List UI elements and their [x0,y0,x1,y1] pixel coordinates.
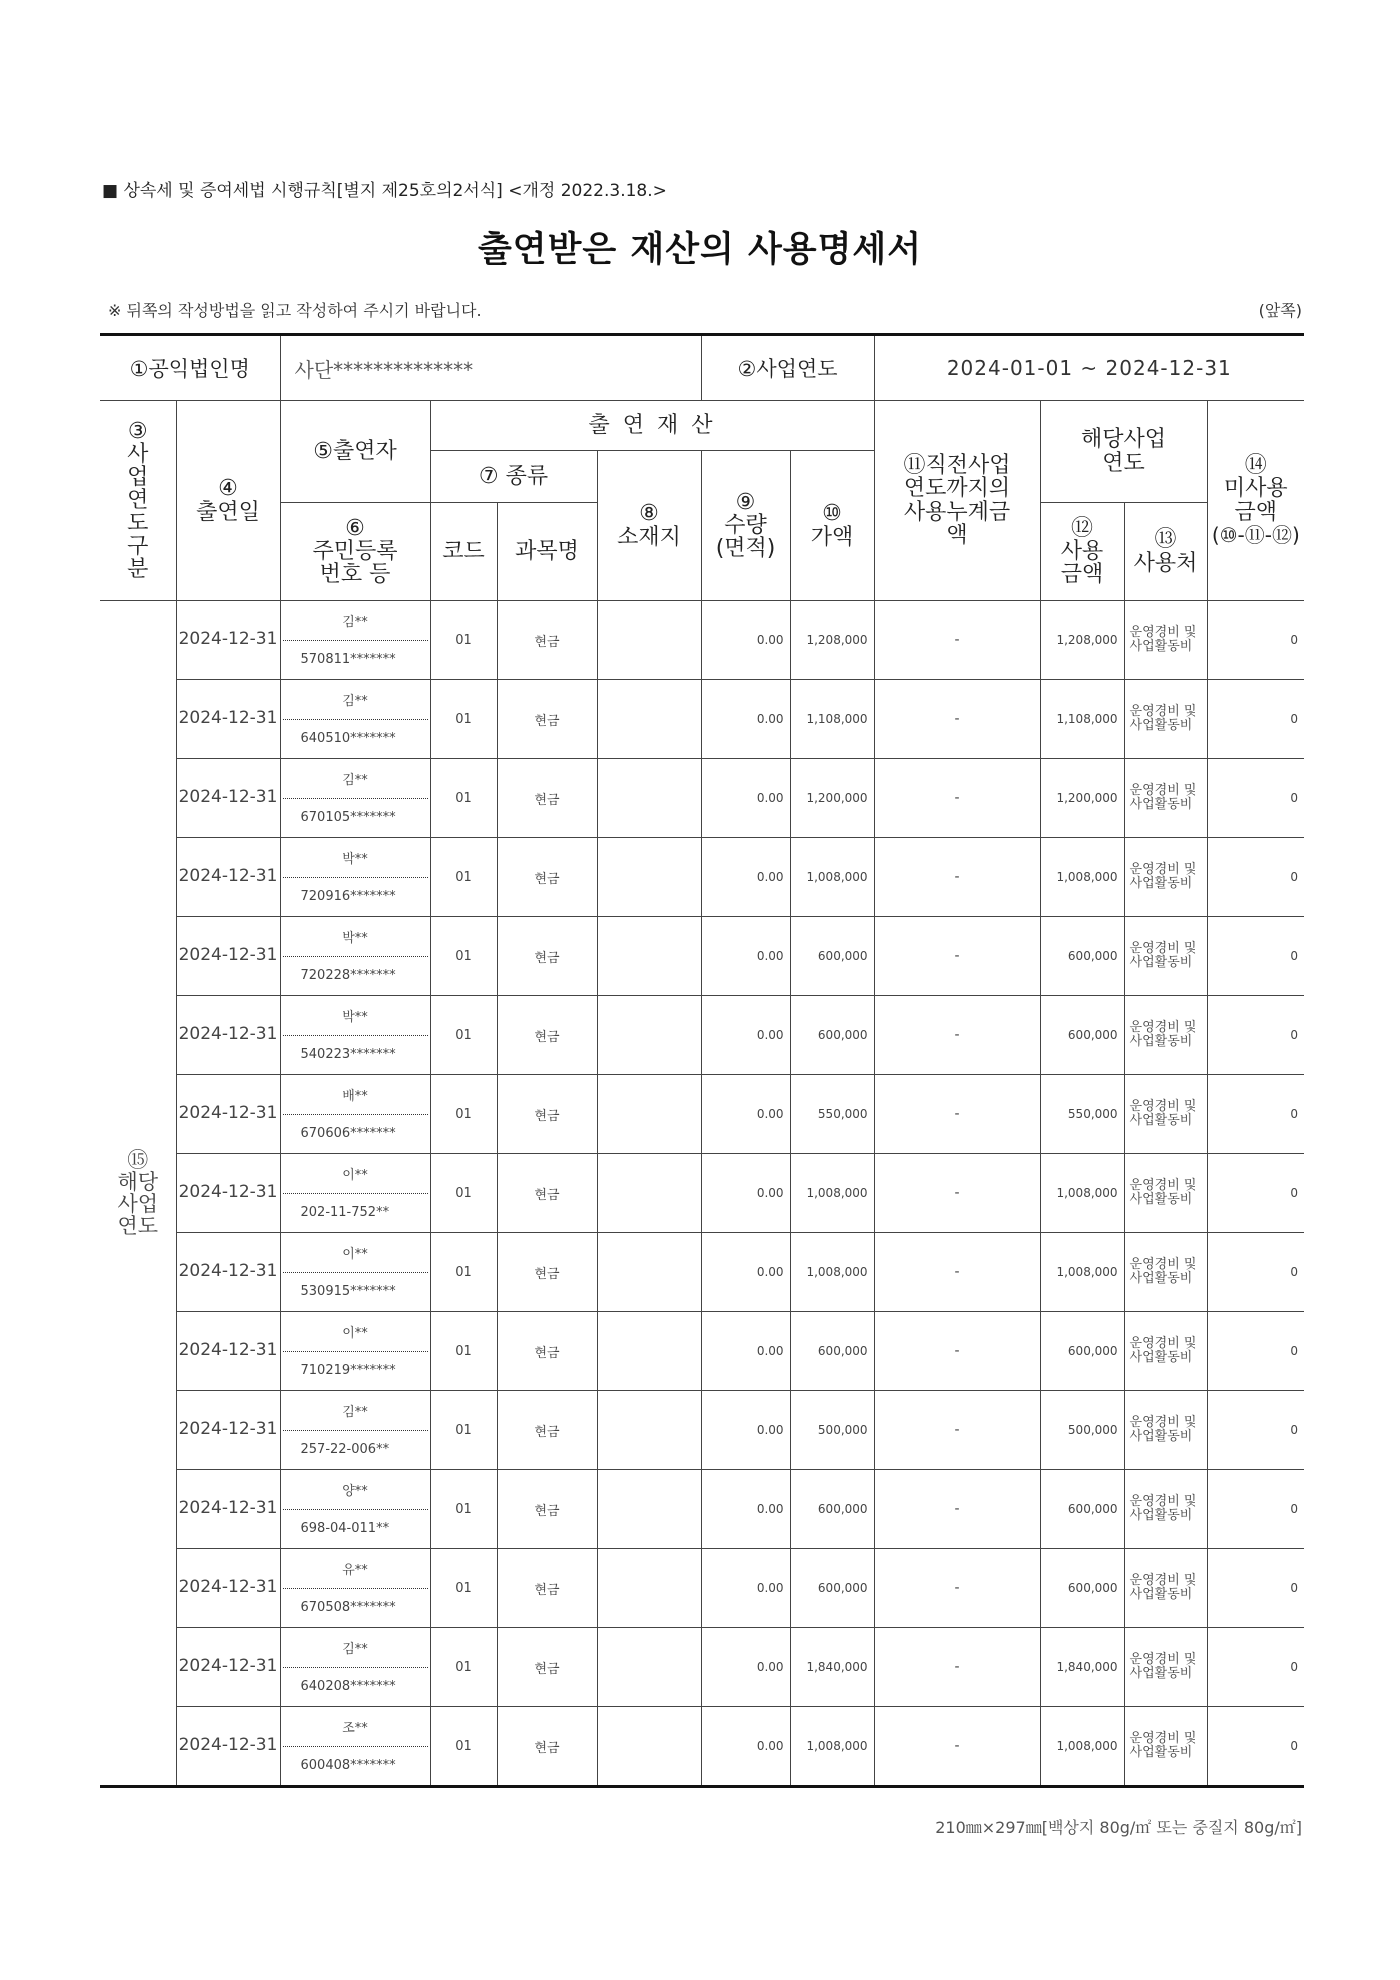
asset-code: 01 [430,917,497,996]
donor-id-number: 720916******* [300,889,396,905]
header-usage-place [1124,503,1207,601]
used-amount: 600,000 [1040,996,1124,1075]
unused-amount: 0 [1207,1233,1304,1312]
unused-amount: 0 [1207,1549,1304,1628]
asset-quantity: 0.00 [701,917,790,996]
asset-value: 600,000 [790,1312,874,1391]
asset-location [597,996,701,1075]
table-row [100,917,1304,996]
header-c9-text: 수량(면적) [715,512,776,562]
prior-cumulative-amount: - [874,1707,1040,1787]
asset-code: 01 [430,680,497,759]
header-c12-num: ⑫ [1071,515,1094,541]
asset-account: 현금 [497,917,597,996]
donor-block [281,1075,430,1153]
used-amount: 1,008,000 [1040,1233,1124,1312]
donation-date: 2024-12-31 [176,680,280,759]
donor-cell [280,996,430,1075]
asset-value: 1,008,000 [790,838,874,917]
usage-place: 운영경비 및 사업활동비 [1124,838,1207,917]
donor-id-number: 202-11-752** [300,1205,390,1221]
used-amount: 550,000 [1040,1075,1124,1154]
unused-amount: 0 [1207,680,1304,759]
prior-cumulative-amount: - [874,996,1040,1075]
unused-amount: 0 [1207,1470,1304,1549]
asset-location [597,917,701,996]
table-row [100,838,1304,917]
usage-place: 운영경비 및 사업활동비 [1124,759,1207,838]
donor-name: 이** [283,1154,428,1194]
header-c14-text: 미사용금액 [1223,476,1288,525]
donor-name: 이** [283,1233,428,1273]
table-row [100,1391,1304,1470]
donor-name: 김** [283,1628,428,1668]
donor-block [281,601,430,679]
asset-value: 1,108,000 [790,680,874,759]
asset-account: 현금 [497,759,597,838]
donor-id-number: 710219******* [300,1363,396,1379]
header-c13-text: 사용처 [1133,550,1198,576]
donation-date: 2024-12-31 [176,1549,280,1628]
donor-cell [280,1233,430,1312]
usage-place: 운영경비 및 사업활동비 [1124,1549,1207,1628]
asset-account: 현금 [497,1154,597,1233]
usage-place: 운영경비 및 사업활동비 [1124,1154,1207,1233]
donation-date: 2024-12-31 [176,1391,280,1470]
asset-quantity: 0.00 [701,1470,790,1549]
header-c13-num: ⑬ [1154,527,1177,553]
header-c6-num: ⑥ [345,515,365,541]
donation-usage-table [100,333,1304,1788]
asset-account: 현금 [497,1391,597,1470]
asset-value: 600,000 [790,917,874,996]
asset-quantity: 0.00 [701,1233,790,1312]
donor-cell [280,1549,430,1628]
donor-id-number: 530915******* [300,1284,396,1300]
table-row [100,1470,1304,1549]
donor-block [281,1470,430,1548]
donation-date: 2024-12-31 [176,601,280,680]
asset-location [597,1312,701,1391]
asset-quantity: 0.00 [701,1154,790,1233]
table-row [100,680,1304,759]
unused-amount: 0 [1207,1154,1304,1233]
header-donation-date [176,401,280,601]
header-c10-text: 가액 [810,524,854,550]
asset-location [597,680,701,759]
asset-location [597,838,701,917]
header-c14-formula: (⑩-⑪-⑫) [1211,522,1300,547]
unused-amount: 0 [1207,838,1304,917]
header-asset-group: 출 연 재 산 [430,401,874,451]
asset-value: 600,000 [790,1549,874,1628]
asset-account: 현금 [497,601,597,680]
donor-id-number: 600408******* [300,1758,396,1774]
header-unused-amount [1207,401,1304,601]
asset-account: 현금 [497,1470,597,1549]
donation-date: 2024-12-31 [176,1233,280,1312]
donor-block [281,680,430,758]
used-amount: 1,008,000 [1040,1154,1124,1233]
prior-cumulative-amount: - [874,917,1040,996]
donor-cell [280,1391,430,1470]
table-row [100,1628,1304,1707]
unused-amount: 0 [1207,759,1304,838]
donor-block [281,917,430,995]
donor-block [281,759,430,837]
asset-quantity: 0.00 [701,1075,790,1154]
donor-cell [280,1628,430,1707]
asset-account: 현금 [497,1075,597,1154]
asset-account: 현금 [497,1549,597,1628]
header-c4-text: 출연일 [196,499,260,525]
usage-place: 운영경비 및 사업활동비 [1124,601,1207,680]
business-year-label: ②사업연도 [701,335,874,401]
asset-account: 현금 [497,996,597,1075]
donor-block [281,838,430,916]
donor-name: 유** [283,1549,428,1589]
donation-date: 2024-12-31 [176,838,280,917]
prior-cumulative-amount: - [874,1233,1040,1312]
header-c6-text: 주민등록번호 등 [312,538,398,588]
asset-code: 01 [430,1233,497,1312]
donor-id-number: 670508******* [300,1600,396,1616]
donor-block [281,1312,430,1390]
used-amount: 1,108,000 [1040,680,1124,759]
donor-id-number: 670105******* [300,810,396,826]
prior-cumulative-amount: - [874,1312,1040,1391]
asset-value: 1,008,000 [790,1707,874,1787]
donor-block [281,1154,430,1232]
corp-name-label: ①공익법인명 [100,335,280,401]
donation-date: 2024-12-31 [176,1470,280,1549]
header-prior-cumulative [874,401,1040,601]
asset-code: 01 [430,601,497,680]
asset-quantity: 0.00 [701,1707,790,1787]
business-year-value: 2024-01-01 ~ 2024-12-31 [874,335,1304,401]
unused-amount: 0 [1207,1075,1304,1154]
unused-amount: 0 [1207,1391,1304,1470]
header-location [597,451,701,601]
donor-name: 이** [283,1312,428,1352]
table-row [100,1233,1304,1312]
donation-date: 2024-12-31 [176,1707,280,1787]
asset-value: 1,008,000 [790,1233,874,1312]
unused-amount: 0 [1207,917,1304,996]
asset-code: 01 [430,1707,497,1787]
header-current-year [1040,401,1207,503]
donor-block [281,1549,430,1627]
asset-value: 1,840,000 [790,1628,874,1707]
used-amount: 600,000 [1040,1470,1124,1549]
asset-quantity: 0.00 [701,1391,790,1470]
prior-cumulative-amount: - [874,1391,1040,1470]
asset-quantity: 0.00 [701,1628,790,1707]
header-donor: ⑤출연자 [280,401,430,503]
header-current-year-text: 해당사업연도 [1081,427,1167,476]
header-c10-num: ⑩ [822,501,842,527]
asset-quantity: 0.00 [701,838,790,917]
header-c3-num: ③ [127,418,148,444]
page-side-label: (앞쪽) [1258,301,1302,320]
asset-quantity: 0.00 [701,1312,790,1391]
header-c3-text: 사업연도구분 [127,441,149,583]
usage-place: 운영경비 및 사업활동비 [1124,680,1207,759]
header-business-year-type [100,401,176,601]
asset-code: 01 [430,1470,497,1549]
header-c4-num: ④ [218,476,238,502]
donation-date: 2024-12-31 [176,996,280,1075]
prior-cumulative-amount: - [874,1628,1040,1707]
asset-value: 1,200,000 [790,759,874,838]
asset-code: 01 [430,1312,497,1391]
asset-quantity: 0.00 [701,996,790,1075]
prior-cumulative-amount: - [874,601,1040,680]
header-c9-num: ⑨ [735,489,756,515]
asset-location [597,1075,701,1154]
used-amount: 1,008,000 [1040,1707,1124,1787]
used-amount: 1,840,000 [1040,1628,1124,1707]
donor-block [281,1707,430,1785]
donor-cell [280,917,430,996]
asset-account: 현금 [497,1312,597,1391]
used-amount: 1,208,000 [1040,601,1124,680]
donor-cell [280,601,430,680]
donor-block [281,1628,430,1706]
donor-id-number: 698-04-011** [300,1521,390,1537]
header-c11-text: ⑪직전사업연도까지의사용누계금액 [903,453,1011,548]
asset-account: 현금 [497,1707,597,1787]
prior-cumulative-amount: - [874,838,1040,917]
table-row [100,1549,1304,1628]
table-row [100,1154,1304,1233]
usage-place: 운영경비 및 사업활동비 [1124,917,1207,996]
asset-code: 01 [430,996,497,1075]
asset-account: 현금 [497,1628,597,1707]
donor-name: 양** [283,1470,428,1510]
donation-date: 2024-12-31 [176,1628,280,1707]
asset-value: 500,000 [790,1391,874,1470]
donor-id-number: 540223******* [300,1047,396,1063]
header-c8-text: 소재지 [617,524,681,550]
donor-id-number: 570811******* [300,652,396,668]
donor-cell [280,1154,430,1233]
usage-place: 운영경비 및 사업활동비 [1124,996,1207,1075]
header-asset-type: ⑦ 종류 [430,451,597,503]
usage-place: 운영경비 및 사업활동비 [1124,1075,1207,1154]
usage-place: 운영경비 및 사업활동비 [1124,1312,1207,1391]
asset-location [597,1233,701,1312]
asset-code: 01 [430,1391,497,1470]
donor-id-number: 640208******* [300,1679,396,1695]
asset-code: 01 [430,838,497,917]
donation-date: 2024-12-31 [176,1312,280,1391]
asset-code: 01 [430,1549,497,1628]
asset-location [597,1549,701,1628]
asset-location [597,1628,701,1707]
asset-quantity: 0.00 [701,1549,790,1628]
usage-place: 운영경비 및 사업활동비 [1124,1233,1207,1312]
asset-account: 현금 [497,838,597,917]
table-row [100,1312,1304,1391]
donation-date: 2024-12-31 [176,759,280,838]
asset-account: 현금 [497,1233,597,1312]
asset-code: 01 [430,759,497,838]
header-account: 과목명 [497,503,597,601]
asset-quantity: 0.00 [701,759,790,838]
asset-code: 01 [430,1075,497,1154]
section-text: 해당사업연도 [117,1169,159,1239]
asset-value: 600,000 [790,996,874,1075]
instruction-note: ※ 뒤쪽의 작성방법을 읽고 작성하여 주시기 바랍니다. [108,301,482,320]
donation-date: 2024-12-31 [176,917,280,996]
donor-cell [280,1075,430,1154]
usage-place: 운영경비 및 사업활동비 [1124,1391,1207,1470]
header-value [790,451,874,601]
donor-block [281,1233,430,1311]
donor-id-number: 257-22-006** [300,1442,390,1458]
asset-value: 1,208,000 [790,601,874,680]
header-c12-text: 사용금액 [1060,538,1104,588]
asset-value: 550,000 [790,1075,874,1154]
header-row-1 [100,401,1304,451]
donor-name: 김** [283,601,428,641]
donor-cell [280,759,430,838]
table-row [100,759,1304,838]
donor-id-number: 670606******* [300,1126,396,1142]
used-amount: 1,200,000 [1040,759,1124,838]
donor-name: 박** [283,917,428,957]
header-code: 코드 [430,503,497,601]
used-amount: 1,008,000 [1040,838,1124,917]
asset-account: 현금 [497,680,597,759]
donor-cell [280,1707,430,1787]
donor-name: 조** [283,1707,428,1747]
unused-amount: 0 [1207,1312,1304,1391]
unused-amount: 0 [1207,1707,1304,1787]
unused-amount: 0 [1207,996,1304,1075]
asset-code: 01 [430,1154,497,1233]
prior-cumulative-amount: - [874,680,1040,759]
prior-cumulative-amount: - [874,1549,1040,1628]
donor-cell [280,680,430,759]
table-row [100,1075,1304,1154]
asset-value: 1,008,000 [790,1154,874,1233]
header-c8-num: ⑧ [639,501,659,527]
used-amount: 500,000 [1040,1391,1124,1470]
corp-name-value: 사단************** [280,335,701,401]
prior-cumulative-amount: - [874,1075,1040,1154]
asset-location [597,1391,701,1470]
donor-id-number: 720228******* [300,968,396,984]
donor-name: 김** [283,759,428,799]
donor-name: 박** [283,838,428,878]
donor-name: 김** [283,1391,428,1431]
used-amount: 600,000 [1040,1312,1124,1391]
unused-amount: 0 [1207,601,1304,680]
asset-location [597,759,701,838]
asset-location [597,601,701,680]
unused-amount: 0 [1207,1628,1304,1707]
usage-place: 운영경비 및 사업활동비 [1124,1470,1207,1549]
asset-location [597,1470,701,1549]
prior-cumulative-amount: - [874,1470,1040,1549]
donor-name: 박** [283,996,428,1036]
header-c14-num: ⑭ [1244,453,1267,479]
info-row [100,335,1304,401]
donor-id-number: 640510******* [300,731,396,747]
donation-date: 2024-12-31 [176,1154,280,1233]
paper-spec: 210㎜×297㎜[백상지 80g/㎡ 또는 중질지 80g/㎡] [935,1818,1302,1837]
asset-quantity: 0.00 [701,680,790,759]
document-title: 출연받은 재산의 사용명세서 [477,230,923,270]
donor-name: 배** [283,1075,428,1115]
header-quantity [701,451,790,601]
donor-cell [280,1312,430,1391]
donor-cell [280,1470,430,1549]
donor-block [281,996,430,1074]
header-used-amount [1040,503,1124,601]
header-id-number [280,503,430,601]
prior-cumulative-amount: - [874,1154,1040,1233]
table-row [100,1707,1304,1787]
asset-location [597,1154,701,1233]
table-row [100,601,1304,680]
donor-block [281,1391,430,1469]
asset-value: 600,000 [790,1470,874,1549]
legal-reference: ■ 상속세 및 증여세법 시행규칙[별지 제25호의2서식] <개정 2022.3.18.> [102,181,667,201]
asset-location [597,1707,701,1787]
asset-code: 01 [430,1628,497,1707]
donor-cell [280,838,430,917]
usage-place: 운영경비 및 사업활동비 [1124,1707,1207,1787]
section-current-year [100,601,176,1787]
donation-date: 2024-12-31 [176,1075,280,1154]
used-amount: 600,000 [1040,1549,1124,1628]
table-row [100,996,1304,1075]
section-num: ⑮ [127,1147,149,1172]
donor-name: 김** [283,680,428,720]
prior-cumulative-amount: - [874,759,1040,838]
used-amount: 600,000 [1040,917,1124,996]
usage-place: 운영경비 및 사업활동비 [1124,1628,1207,1707]
asset-quantity: 0.00 [701,601,790,680]
